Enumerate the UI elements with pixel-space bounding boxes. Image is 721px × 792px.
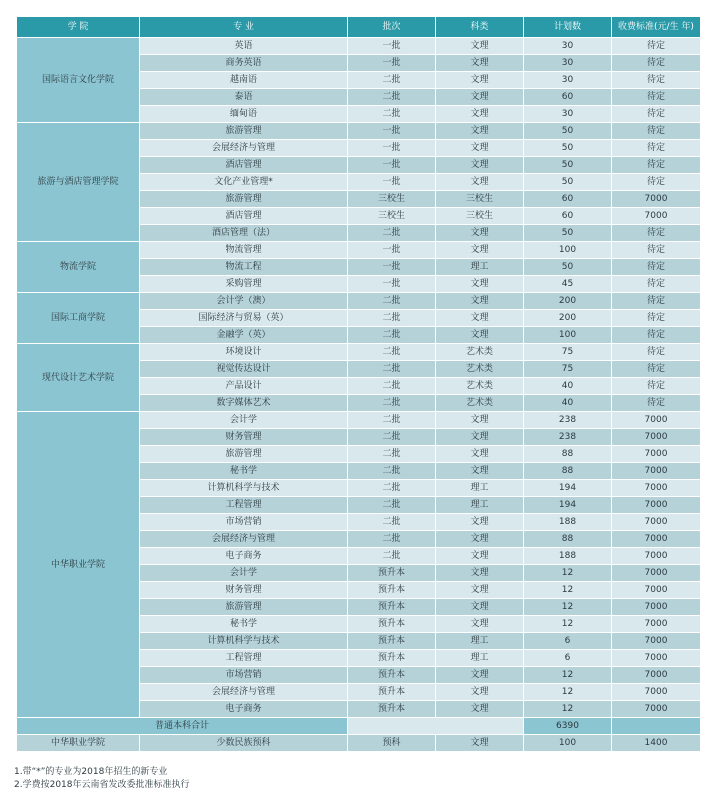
plan-cell: 194 bbox=[524, 497, 612, 514]
category-cell: 文理 bbox=[436, 157, 524, 174]
category-cell: 艺术类 bbox=[436, 378, 524, 395]
fee-cell: 7000 bbox=[612, 463, 701, 480]
batch-cell: 二批 bbox=[348, 72, 436, 89]
major-cell: 产品设计 bbox=[140, 378, 348, 395]
category-cell: 文理 bbox=[436, 531, 524, 548]
plan-cell: 12 bbox=[524, 582, 612, 599]
major-cell: 环境设计 bbox=[140, 344, 348, 361]
major-cell: 工程管理 bbox=[140, 497, 348, 514]
category-cell: 文理 bbox=[436, 140, 524, 157]
major-cell: 财务管理 bbox=[140, 429, 348, 446]
category-cell: 文理 bbox=[436, 123, 524, 140]
college-cell: 国际工商学院 bbox=[17, 293, 140, 344]
category-cell: 文理 bbox=[436, 548, 524, 565]
category-cell: 文理 bbox=[436, 242, 524, 259]
plan-cell: 188 bbox=[524, 548, 612, 565]
batch-cell: 二批 bbox=[348, 344, 436, 361]
batch-cell: 预升本 bbox=[348, 633, 436, 650]
batch-cell: 二批 bbox=[348, 225, 436, 242]
major-cell: 财务管理 bbox=[140, 582, 348, 599]
batch-cell: 二批 bbox=[348, 480, 436, 497]
category-cell: 文理 bbox=[436, 446, 524, 463]
major-cell: 视觉传达设计 bbox=[140, 361, 348, 378]
major-cell: 物流管理 bbox=[140, 242, 348, 259]
plan-cell: 30 bbox=[524, 38, 612, 55]
total-value: 6390 bbox=[524, 718, 612, 735]
category-cell: 文理 bbox=[436, 276, 524, 293]
category-cell: 艺术类 bbox=[436, 344, 524, 361]
batch-cell: 预升本 bbox=[348, 565, 436, 582]
header-fee: 收费标准(元/生 年) bbox=[612, 17, 701, 38]
plan-cell: 12 bbox=[524, 667, 612, 684]
plan-cell: 50 bbox=[524, 174, 612, 191]
header-category: 科类 bbox=[436, 17, 524, 38]
major-cell: 采购管理 bbox=[140, 276, 348, 293]
major-cell: 会展经济与管理 bbox=[140, 684, 348, 701]
prep-college: 中华职业学院 bbox=[17, 735, 140, 752]
category-cell: 文理 bbox=[436, 412, 524, 429]
category-cell: 文理 bbox=[436, 55, 524, 72]
prep-batch: 预科 bbox=[348, 735, 436, 752]
table-row bbox=[17, 123, 701, 140]
category-cell: 文理 bbox=[436, 616, 524, 633]
major-cell: 会计学 bbox=[140, 412, 348, 429]
major-cell: 秘书学 bbox=[140, 463, 348, 480]
admission-plan-table-wrapper bbox=[16, 16, 700, 752]
plan-cell: 194 bbox=[524, 480, 612, 497]
batch-cell: 预升本 bbox=[348, 616, 436, 633]
fee-cell: 待定 bbox=[612, 225, 701, 242]
total-label: 普通本科合计 bbox=[17, 718, 348, 735]
plan-cell: 30 bbox=[524, 55, 612, 72]
fee-cell: 待定 bbox=[612, 242, 701, 259]
batch-cell: 一批 bbox=[348, 38, 436, 55]
major-cell: 物流工程 bbox=[140, 259, 348, 276]
fee-cell: 7000 bbox=[612, 412, 701, 429]
major-cell: 金融学（英） bbox=[140, 327, 348, 344]
plan-cell: 50 bbox=[524, 225, 612, 242]
batch-cell: 一批 bbox=[348, 259, 436, 276]
category-cell: 理工 bbox=[436, 480, 524, 497]
category-cell: 理工 bbox=[436, 497, 524, 514]
category-cell: 文理 bbox=[436, 684, 524, 701]
fee-cell: 7000 bbox=[612, 548, 701, 565]
batch-cell: 预升本 bbox=[348, 650, 436, 667]
major-cell: 电子商务 bbox=[140, 548, 348, 565]
major-cell: 数字媒体艺术 bbox=[140, 395, 348, 412]
college-cell: 旅游与酒店管理学院 bbox=[17, 123, 140, 242]
fee-cell: 待定 bbox=[612, 259, 701, 276]
fee-cell: 7000 bbox=[612, 616, 701, 633]
batch-cell: 二批 bbox=[348, 378, 436, 395]
batch-cell: 预升本 bbox=[348, 582, 436, 599]
batch-cell: 二批 bbox=[348, 327, 436, 344]
major-cell: 酒店管理 bbox=[140, 208, 348, 225]
footnote-2: 2.学费按2018年云南省发改委批准标准执行 bbox=[14, 780, 190, 790]
fee-cell: 7000 bbox=[612, 684, 701, 701]
footnote-1: 1.带“*”的专业为2018年招生的新专业 bbox=[14, 767, 168, 777]
plan-cell: 12 bbox=[524, 684, 612, 701]
major-cell: 英语 bbox=[140, 38, 348, 55]
batch-cell: 二批 bbox=[348, 463, 436, 480]
major-cell: 会计学 bbox=[140, 565, 348, 582]
major-cell: 工程管理 bbox=[140, 650, 348, 667]
category-cell: 文理 bbox=[436, 582, 524, 599]
batch-cell: 一批 bbox=[348, 157, 436, 174]
fee-cell: 待定 bbox=[612, 395, 701, 412]
plan-cell: 75 bbox=[524, 344, 612, 361]
total-blank bbox=[348, 718, 524, 735]
fee-cell: 待定 bbox=[612, 140, 701, 157]
fee-cell: 7000 bbox=[612, 565, 701, 582]
plan-cell: 40 bbox=[524, 378, 612, 395]
major-cell: 会展经济与管理 bbox=[140, 140, 348, 157]
plan-cell: 30 bbox=[524, 106, 612, 123]
total-fee-blank bbox=[612, 718, 701, 735]
fee-cell: 7000 bbox=[612, 497, 701, 514]
fee-cell: 7000 bbox=[612, 650, 701, 667]
batch-cell: 二批 bbox=[348, 89, 436, 106]
plan-cell: 30 bbox=[524, 72, 612, 89]
category-cell: 理工 bbox=[436, 259, 524, 276]
major-cell: 会计学（澳） bbox=[140, 293, 348, 310]
prep-plan: 100 bbox=[524, 735, 612, 752]
fee-cell: 7000 bbox=[612, 701, 701, 718]
header-major: 专 业 bbox=[140, 17, 348, 38]
category-cell: 文理 bbox=[436, 429, 524, 446]
fee-cell: 待定 bbox=[612, 55, 701, 72]
table-row bbox=[17, 344, 701, 361]
prep-row bbox=[17, 735, 701, 752]
plan-cell: 200 bbox=[524, 310, 612, 327]
batch-cell: 一批 bbox=[348, 123, 436, 140]
batch-cell: 一批 bbox=[348, 140, 436, 157]
header-row bbox=[17, 17, 701, 38]
category-cell: 文理 bbox=[436, 565, 524, 582]
header-plan: 计划数 bbox=[524, 17, 612, 38]
plan-cell: 12 bbox=[524, 701, 612, 718]
plan-cell: 50 bbox=[524, 123, 612, 140]
batch-cell: 二批 bbox=[348, 395, 436, 412]
batch-cell: 二批 bbox=[348, 412, 436, 429]
category-cell: 文理 bbox=[436, 89, 524, 106]
fee-cell: 7000 bbox=[612, 667, 701, 684]
major-cell: 国际经济与贸易（英） bbox=[140, 310, 348, 327]
category-cell: 三校生 bbox=[436, 191, 524, 208]
category-cell: 文理 bbox=[436, 463, 524, 480]
batch-cell: 二批 bbox=[348, 497, 436, 514]
fee-cell: 7000 bbox=[612, 429, 701, 446]
fee-cell: 待定 bbox=[612, 106, 701, 123]
fee-cell: 待定 bbox=[612, 361, 701, 378]
plan-cell: 100 bbox=[524, 242, 612, 259]
batch-cell: 三校生 bbox=[348, 208, 436, 225]
batch-cell: 二批 bbox=[348, 361, 436, 378]
fee-cell: 待定 bbox=[612, 310, 701, 327]
fee-cell: 待定 bbox=[612, 174, 701, 191]
batch-cell: 一批 bbox=[348, 174, 436, 191]
fee-cell: 7000 bbox=[612, 514, 701, 531]
batch-cell: 二批 bbox=[348, 310, 436, 327]
major-cell: 商务英语 bbox=[140, 55, 348, 72]
fee-cell: 待定 bbox=[612, 293, 701, 310]
category-cell: 艺术类 bbox=[436, 395, 524, 412]
college-cell: 国际语言文化学院 bbox=[17, 38, 140, 123]
category-cell: 理工 bbox=[436, 633, 524, 650]
footnotes bbox=[14, 766, 190, 792]
category-cell: 文理 bbox=[436, 310, 524, 327]
major-cell: 电子商务 bbox=[140, 701, 348, 718]
fee-cell: 7000 bbox=[612, 531, 701, 548]
admission-plan-table bbox=[16, 16, 701, 752]
major-cell: 市场营销 bbox=[140, 667, 348, 684]
fee-cell: 7000 bbox=[612, 582, 701, 599]
category-cell: 文理 bbox=[436, 599, 524, 616]
plan-cell: 200 bbox=[524, 293, 612, 310]
category-cell: 文理 bbox=[436, 225, 524, 242]
plan-cell: 45 bbox=[524, 276, 612, 293]
plan-cell: 60 bbox=[524, 208, 612, 225]
prep-fee: 1400 bbox=[612, 735, 701, 752]
table-row bbox=[17, 412, 701, 429]
plan-cell: 12 bbox=[524, 599, 612, 616]
category-cell: 理工 bbox=[436, 650, 524, 667]
college-cell: 中华职业学院 bbox=[17, 412, 140, 718]
plan-cell: 6 bbox=[524, 633, 612, 650]
plan-cell: 88 bbox=[524, 531, 612, 548]
major-cell: 越南语 bbox=[140, 72, 348, 89]
fee-cell: 7000 bbox=[612, 480, 701, 497]
fee-cell: 待定 bbox=[612, 38, 701, 55]
major-cell: 旅游管理 bbox=[140, 123, 348, 140]
plan-cell: 50 bbox=[524, 157, 612, 174]
prep-category: 文理 bbox=[436, 735, 524, 752]
category-cell: 文理 bbox=[436, 293, 524, 310]
major-cell: 酒店管理（法） bbox=[140, 225, 348, 242]
fee-cell: 待定 bbox=[612, 378, 701, 395]
plan-cell: 100 bbox=[524, 327, 612, 344]
batch-cell: 预升本 bbox=[348, 701, 436, 718]
plan-cell: 50 bbox=[524, 259, 612, 276]
header-college: 学 院 bbox=[17, 17, 140, 38]
major-cell: 计算机科学与技术 bbox=[140, 633, 348, 650]
plan-cell: 50 bbox=[524, 140, 612, 157]
batch-cell: 三校生 bbox=[348, 191, 436, 208]
plan-cell: 188 bbox=[524, 514, 612, 531]
plan-cell: 40 bbox=[524, 395, 612, 412]
major-cell: 会展经济与管理 bbox=[140, 531, 348, 548]
plan-cell: 6 bbox=[524, 650, 612, 667]
batch-cell: 一批 bbox=[348, 276, 436, 293]
category-cell: 文理 bbox=[436, 72, 524, 89]
fee-cell: 待定 bbox=[612, 72, 701, 89]
major-cell: 文化产业管理* bbox=[140, 174, 348, 191]
college-cell: 物流学院 bbox=[17, 242, 140, 293]
header-batch: 批次 bbox=[348, 17, 436, 38]
category-cell: 文理 bbox=[436, 701, 524, 718]
fee-cell: 待定 bbox=[612, 344, 701, 361]
major-cell: 缅甸语 bbox=[140, 106, 348, 123]
batch-cell: 一批 bbox=[348, 242, 436, 259]
fee-cell: 待定 bbox=[612, 89, 701, 106]
major-cell: 秘书学 bbox=[140, 616, 348, 633]
fee-cell: 7000 bbox=[612, 633, 701, 650]
category-cell: 文理 bbox=[436, 38, 524, 55]
batch-cell: 二批 bbox=[348, 514, 436, 531]
table-row bbox=[17, 38, 701, 55]
total-row bbox=[17, 718, 701, 735]
fee-cell: 7000 bbox=[612, 446, 701, 463]
batch-cell: 预升本 bbox=[348, 667, 436, 684]
table-row bbox=[17, 293, 701, 310]
major-cell: 旅游管理 bbox=[140, 446, 348, 463]
major-cell: 旅游管理 bbox=[140, 191, 348, 208]
category-cell: 三校生 bbox=[436, 208, 524, 225]
batch-cell: 预升本 bbox=[348, 599, 436, 616]
major-cell: 旅游管理 bbox=[140, 599, 348, 616]
category-cell: 文理 bbox=[436, 667, 524, 684]
college-cell: 现代设计艺术学院 bbox=[17, 344, 140, 412]
category-cell: 文理 bbox=[436, 327, 524, 344]
fee-cell: 7000 bbox=[612, 208, 701, 225]
table-body bbox=[17, 38, 701, 752]
batch-cell: 二批 bbox=[348, 293, 436, 310]
batch-cell: 二批 bbox=[348, 548, 436, 565]
plan-cell: 12 bbox=[524, 616, 612, 633]
batch-cell: 二批 bbox=[348, 531, 436, 548]
batch-cell: 二批 bbox=[348, 446, 436, 463]
major-cell: 市场营销 bbox=[140, 514, 348, 531]
table-row bbox=[17, 242, 701, 259]
plan-cell: 12 bbox=[524, 565, 612, 582]
major-cell: 酒店管理 bbox=[140, 157, 348, 174]
category-cell: 文理 bbox=[436, 174, 524, 191]
fee-cell: 待定 bbox=[612, 276, 701, 293]
plan-cell: 238 bbox=[524, 429, 612, 446]
batch-cell: 预升本 bbox=[348, 684, 436, 701]
fee-cell: 待定 bbox=[612, 123, 701, 140]
fee-cell: 待定 bbox=[612, 157, 701, 174]
fee-cell: 7000 bbox=[612, 191, 701, 208]
batch-cell: 一批 bbox=[348, 55, 436, 72]
plan-cell: 60 bbox=[524, 89, 612, 106]
category-cell: 文理 bbox=[436, 106, 524, 123]
plan-cell: 60 bbox=[524, 191, 612, 208]
major-cell: 泰语 bbox=[140, 89, 348, 106]
prep-major: 少数民族预科 bbox=[140, 735, 348, 752]
category-cell: 艺术类 bbox=[436, 361, 524, 378]
plan-cell: 238 bbox=[524, 412, 612, 429]
major-cell: 计算机科学与技术 bbox=[140, 480, 348, 497]
batch-cell: 二批 bbox=[348, 106, 436, 123]
plan-cell: 88 bbox=[524, 463, 612, 480]
plan-cell: 88 bbox=[524, 446, 612, 463]
plan-cell: 75 bbox=[524, 361, 612, 378]
fee-cell: 待定 bbox=[612, 327, 701, 344]
batch-cell: 二批 bbox=[348, 429, 436, 446]
fee-cell: 7000 bbox=[612, 599, 701, 616]
category-cell: 文理 bbox=[436, 514, 524, 531]
